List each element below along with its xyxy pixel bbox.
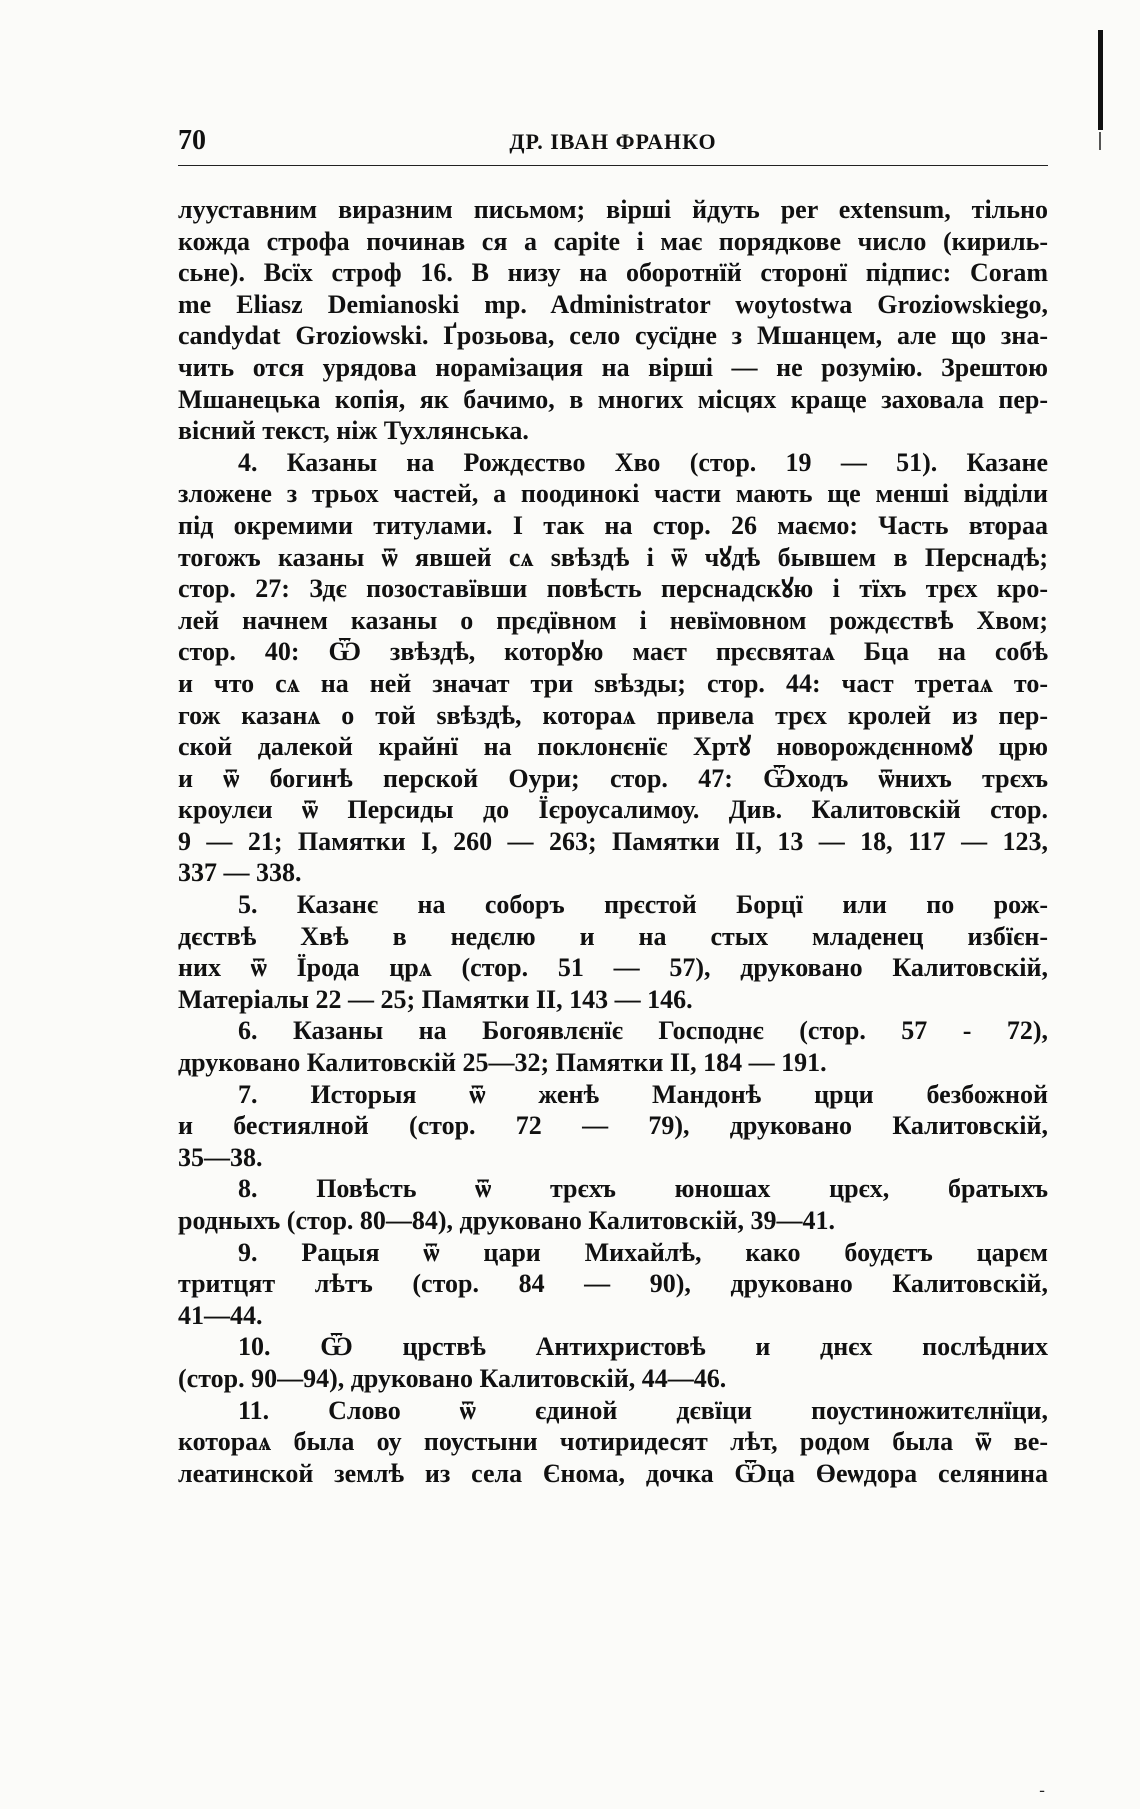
text-line: родныхъ (стор. 80—84), друковано Калитовскій, 39—41. xyxy=(178,1206,836,1235)
text-line: Мшанецька копія, як бачимо, в многих місцях краще заховала пер- xyxy=(178,384,1048,414)
text-line: тогожъ казаны ѿ явшей сѧ ѕвѣздѣ і ѿ чꙋдѣ бывшем в Перснадѣ; xyxy=(178,542,1048,572)
text-line: (стор. 90—94), друковано Калитовскій, 44—46. xyxy=(178,1363,727,1393)
text-line: котораѧ была оу поустыни чотиридесят лѣт, родом была ѿ ве- xyxy=(178,1427,1048,1457)
text-line: 9 — 21; Памятки І, 260 — 263; Памятки ІІ, 13 — 18, 117 — 123, xyxy=(178,826,1048,856)
text-line: під окремими титулами. І так на стор. 26 маємо: Часть втораа xyxy=(178,510,1048,540)
text-line: 35—38. xyxy=(178,1142,263,1172)
text-line: 9. Рацыя ѿ цари Михайлѣ, како боудєтъ царєм xyxy=(238,1237,1048,1267)
text-line: лей начнем казаны о прєдївном і невїмовном рождєствѣ Хвом; xyxy=(178,605,1048,635)
paragraph-1 xyxy=(178,194,1048,447)
text-line: гож казанѧ о той ѕвѣздѣ, котораѧ привела трєх кролей из пер- xyxy=(178,700,1048,730)
text-line: me Eliasz Demianoski mp. Administrator woytostwa Groziowskiego, xyxy=(178,289,1048,319)
page-number: 70 xyxy=(178,125,206,156)
text-line: них ѿ Їрода црѧ (стор. 51 — 57), друковано Калитовскій, xyxy=(178,953,1048,983)
text-line: и что сѧ на ней значат три ѕвѣзды; стор. 44: част третаѧ то- xyxy=(178,668,1048,698)
text-line: 6. Казаны на Богоявлєнїє Господнє (стор. 57 - 72), xyxy=(238,1016,1048,1046)
text-line: стор. 40: Ѿ звѣздѣ, которꙋю маєт прєсвятаѧ Бца на собѣ xyxy=(178,637,1048,667)
text-line: 8. Повѣсть ѿ трєхъ юношах црєх, братыхъ xyxy=(238,1174,1048,1204)
text-line: candydat Groziowski. Ґрозьова, село сусїдне з Мшанцем, але що зна- xyxy=(178,321,1048,351)
paragraph-item-9 xyxy=(178,1237,1048,1332)
text-line: кроулєи ѿ Персиды до Їєроусалимоу. Див. Калитовскій стор. xyxy=(178,795,1048,825)
text-line: Матеріалы 22 — 25; Памятки ІІ, 143 — 146. xyxy=(178,984,693,1014)
text-line: кожда строфа починав ся а capite і має порядкове число (кириль- xyxy=(178,226,1048,256)
text-line: вісний текст, ніж Тухлянська. xyxy=(178,416,529,446)
paragraph-item-7 xyxy=(178,1079,1048,1174)
text-line: лууставним виразним письмом; вірші йдуть per extensum, тільно xyxy=(178,195,1048,224)
text-line: тритцят лѣтъ (стор. 84 — 90), друковано Калитовскій, xyxy=(178,1269,1048,1299)
text-line: ской далекой крайнї на поклонєнїє Хртꙋ новорождєнномꙋ црю xyxy=(178,732,1048,762)
text-line: 4. Казаны на Рождєство Хво (стор. 19 — 51). Казане xyxy=(238,447,1048,477)
text-line: 337 — 338. xyxy=(178,858,302,888)
margin-dot xyxy=(1099,132,1101,150)
text-line: 11. Слово ѿ єдиной дєвїци поустиножитєлнїци, xyxy=(238,1395,1048,1425)
text-line: стор. 27: Здє позоставївши повѣсть перснадскꙋю і тїхъ трєх кро- xyxy=(178,574,1048,604)
text-line: 5. Казанє на соборъ прєстой Борцї или по рож- xyxy=(238,890,1048,920)
page-header xyxy=(178,125,1048,166)
text-line: дєствѣ Хвѣ в недєлю и на стых младенец избїєн- xyxy=(178,921,1048,951)
print-mark: ـ xyxy=(1040,1781,1045,1796)
text-line: 7. Исторыя ѿ женѣ Мандонѣ црци безбожной xyxy=(238,1079,1048,1109)
paragraph-item-4 xyxy=(178,447,1048,889)
text-line: зложене з трьох частей, а поодинокі части мають ще менші відділи xyxy=(178,479,1048,509)
text-line: чить отся урядова норамізация на вірші — не розумію. Зрештою xyxy=(178,352,1048,382)
text-line: 10. Ѿ црствѣ Антихристовѣ и днєх послѣдних xyxy=(238,1332,1048,1362)
text-line: 41—44. xyxy=(178,1300,263,1330)
text-line: леатинской землѣ из села Єнома, дочка Ѿца Өеѡдора селянина xyxy=(178,1458,1048,1488)
page-body xyxy=(178,194,1048,1489)
paragraph-item-11 xyxy=(178,1395,1048,1490)
text-line: друковано Калитовскій 25—32; Памятки ІІ, 184 — 191. xyxy=(178,1048,827,1078)
text-line: и бестиялной (стор. 72 — 79), друковано Калитовскій, xyxy=(178,1111,1048,1141)
paragraph-item-8 xyxy=(178,1173,1048,1236)
paragraph-item-10 xyxy=(178,1331,1048,1394)
text-line: и ѿ богинѣ перской Оури; стор. 47: Ѿходъ ѿнихъ трєхъ xyxy=(178,763,1048,793)
margin-bar xyxy=(1098,30,1103,130)
paragraph-item-5 xyxy=(178,889,1048,1015)
text-line: сьне). Всїх строф 16. В низу на оборотнїй сторонї підпис: Coram xyxy=(178,258,1048,288)
paragraph-item-6 xyxy=(178,1015,1048,1078)
running-head: ДР. ІВАН ФРАНКО xyxy=(509,129,717,154)
